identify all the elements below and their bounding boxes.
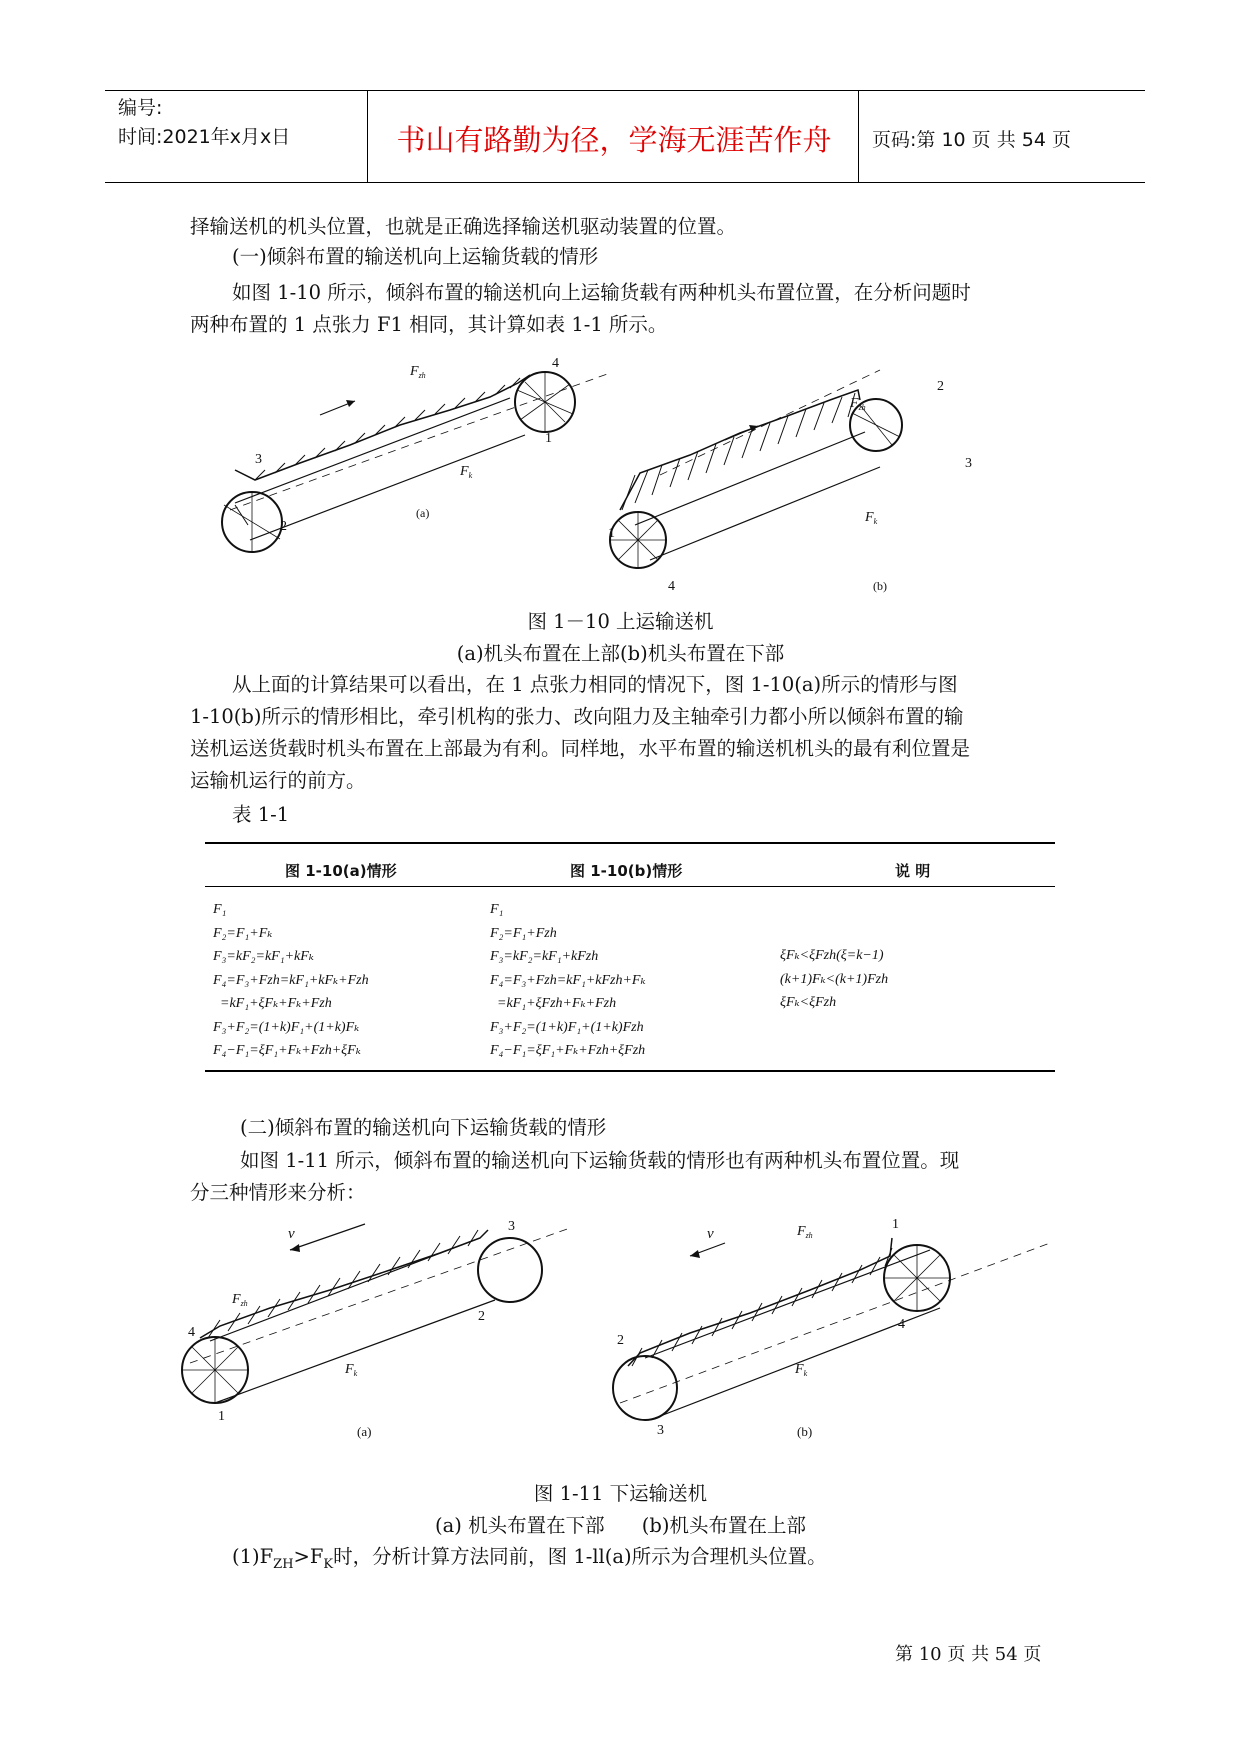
document-time-label: 时间:2021年x月x日 xyxy=(118,126,291,148)
paragraph-intro: 择输送机的机头位置，也就是正确选择输送机驱动装置的位置。 xyxy=(190,215,737,238)
fig111b-fk-label: $F_k$ xyxy=(795,1362,808,1378)
fig111a-point-4: 4 xyxy=(188,1325,195,1340)
fig110a-fzh-label: $F_{zh}$ xyxy=(410,364,426,380)
fig111b-point-3: 3 xyxy=(657,1423,664,1438)
paragraph-fig110-line2: 两种布置的 1 点张力 F1 相同，其计算如表 1-1 所示。 xyxy=(190,313,668,336)
table-bottom-rule xyxy=(205,1070,1055,1072)
table-top-rule xyxy=(205,842,1055,844)
fig110a-caption-label: (a) xyxy=(416,506,430,520)
page-footer: 第 10 页 共 54 页 xyxy=(895,1644,1042,1665)
table-header-notes: 说 明 xyxy=(895,862,931,880)
fig110a-point-1: 1 xyxy=(545,431,552,446)
figure-1-10-subcaption: (a)机头布置在上部(b)机头布置在下部 xyxy=(456,642,785,665)
figure-1-11-caption: 图 1-11 下运输送机 xyxy=(533,1482,708,1505)
fig111b-velocity-label: v xyxy=(707,1226,714,1242)
fig110b-point-3: 3 xyxy=(965,456,972,471)
fig110a-point-3: 3 xyxy=(255,452,262,467)
fig111b-caption-label: (b) xyxy=(797,1424,813,1439)
fig110a-point-2: 2 xyxy=(280,519,287,534)
fig111a-fk-label: $F_k$ xyxy=(345,1362,358,1378)
header-meta xyxy=(118,94,290,152)
fig111b-point-4: 4 xyxy=(898,1317,905,1332)
paragraph-analysis-line2: 1-10(b)所示的情形相比，牵引机构的张力、改向阻力及主轴牵引力都小所以倾斜布置的输 xyxy=(190,705,964,728)
table-header-rule xyxy=(205,886,1055,887)
fig111b-point-1: 1 xyxy=(892,1217,899,1232)
fig110b-caption-label: (b) xyxy=(873,579,887,593)
paragraph-fig111-line2: 分三种情形来分析： xyxy=(190,1181,366,1204)
fig110b-fk-label: $F_k$ xyxy=(865,510,878,526)
fig111a-point-3: 3 xyxy=(508,1219,515,1234)
fig110a-fk-label: $F_k$ xyxy=(460,464,473,480)
figure-1-10-caption: 图 1－10 上运输送机 xyxy=(527,610,714,633)
table-column-notes: ξFₖ<ξFzh(ξ=k−1) (k+1)Fₖ<(k+1)Fzh ξFₖ<ξFzh xyxy=(780,948,889,1010)
fig110b-point-2: 2 xyxy=(937,379,944,394)
fig111a-point-1: 1 xyxy=(218,1409,225,1424)
table-column-a: F₁ F₂=F₁+Fₖ F₃=kF₂=kF₁+kFₖ F₄=F₃+Fzh=kF₁+kFₖ+Fzh =kF₁+ξFₖ+Fₖ+Fzh F₃+F₂=(1+k)F₁+(1+k)Fₖ F₄−F₁=ξF₁+Fₖ+Fzh+ξFₖ xyxy=(213,902,369,1058)
figure-1-11a-conveyor xyxy=(182,1224,570,1403)
figure-1-11-subcaption: (a) 机头布置在下部 (b)机头布置在上部 xyxy=(435,1514,806,1537)
paragraph-fig111-line1: 如图 1-11 所示，倾斜布置的输送机向下运输货载的情形也有两种机头布置位置。现 xyxy=(240,1149,960,1172)
paragraph-analysis-line4: 运输机运行的前方。 xyxy=(190,769,366,792)
fig111a-fzh-label: $F_{zh}$ xyxy=(232,1292,248,1308)
table-column-b: F₁ F₂=F₁+Fzh F₃=kF₂=kF₁+kFzh F₄=F₃+Fzh=kF₁+kFzh+Fₖ =kF₁+ξFzh+Fₖ+Fzh F₃+F₂=(1+k)F₁+(1+k)Fzh F₄−F₁=ξF₁+Fₖ+Fzh+ξFzh xyxy=(490,902,646,1058)
table-header-a: 图 1-10(a)情形 xyxy=(285,862,397,880)
document-number-label: 编号: xyxy=(118,97,163,119)
figure-1-10 xyxy=(190,345,1060,600)
fig111a-caption-label: (a) xyxy=(357,1424,372,1439)
header-motto: 书山有路勤为径，学海无涯苦作舟 xyxy=(396,123,832,157)
fig111b-point-2: 2 xyxy=(617,1333,624,1348)
table-1-1 xyxy=(205,842,1055,1072)
figure-1-11 xyxy=(180,1208,1080,1468)
fig111b-fzh-label: $F_{zh}$ xyxy=(797,1224,813,1240)
table-label: 表 1-1 xyxy=(232,803,290,826)
section-heading-up: (一)倾斜布置的输送机向上运输货载的情形 xyxy=(232,245,599,268)
paragraph-analysis-line1: 从上面的计算结果可以看出，在 1 点张力相同的情况下，图 1-10(a)所示的情形与图 xyxy=(232,673,958,696)
header-top-rule xyxy=(105,90,1145,91)
paragraph-analysis-line3: 送机运送货载时机头布置在上部最为有利。同样地，水平布置的输送机机头的最有利位置是 xyxy=(190,737,971,760)
fig110b-fzh-label: $F_{zh}$ xyxy=(850,396,866,412)
paragraph-fig110-line1: 如图 1-10 所示，倾斜布置的输送机向上运输货载有两种机头布置位置，在分析问题时 xyxy=(232,281,971,304)
paragraph-case1: $(1)F_{ZH}>F_K$时，分析计算方法同前，图 1-ll(a)所示为合理机头位置。 xyxy=(232,1545,827,1572)
fig110b-point-1: 1 xyxy=(608,526,615,541)
fig110a-point-4: 4 xyxy=(552,356,559,371)
fig111a-point-2: 2 xyxy=(478,1309,485,1324)
fig110b-point-4: 4 xyxy=(668,579,675,594)
header-divider-left xyxy=(367,90,368,182)
table-header-b: 图 1-10(b)情形 xyxy=(570,862,683,880)
header-divider-right xyxy=(858,90,859,182)
figure-1-11b-conveyor xyxy=(613,1238,1050,1420)
fig111a-velocity-label: v xyxy=(288,1226,295,1242)
header-page-label: 页码:第 10 页 共 54 页 xyxy=(872,129,1071,151)
section-heading-down: (二)倾斜布置的输送机向下运输货载的情形 xyxy=(240,1116,607,1139)
header-bottom-rule xyxy=(105,182,1145,183)
